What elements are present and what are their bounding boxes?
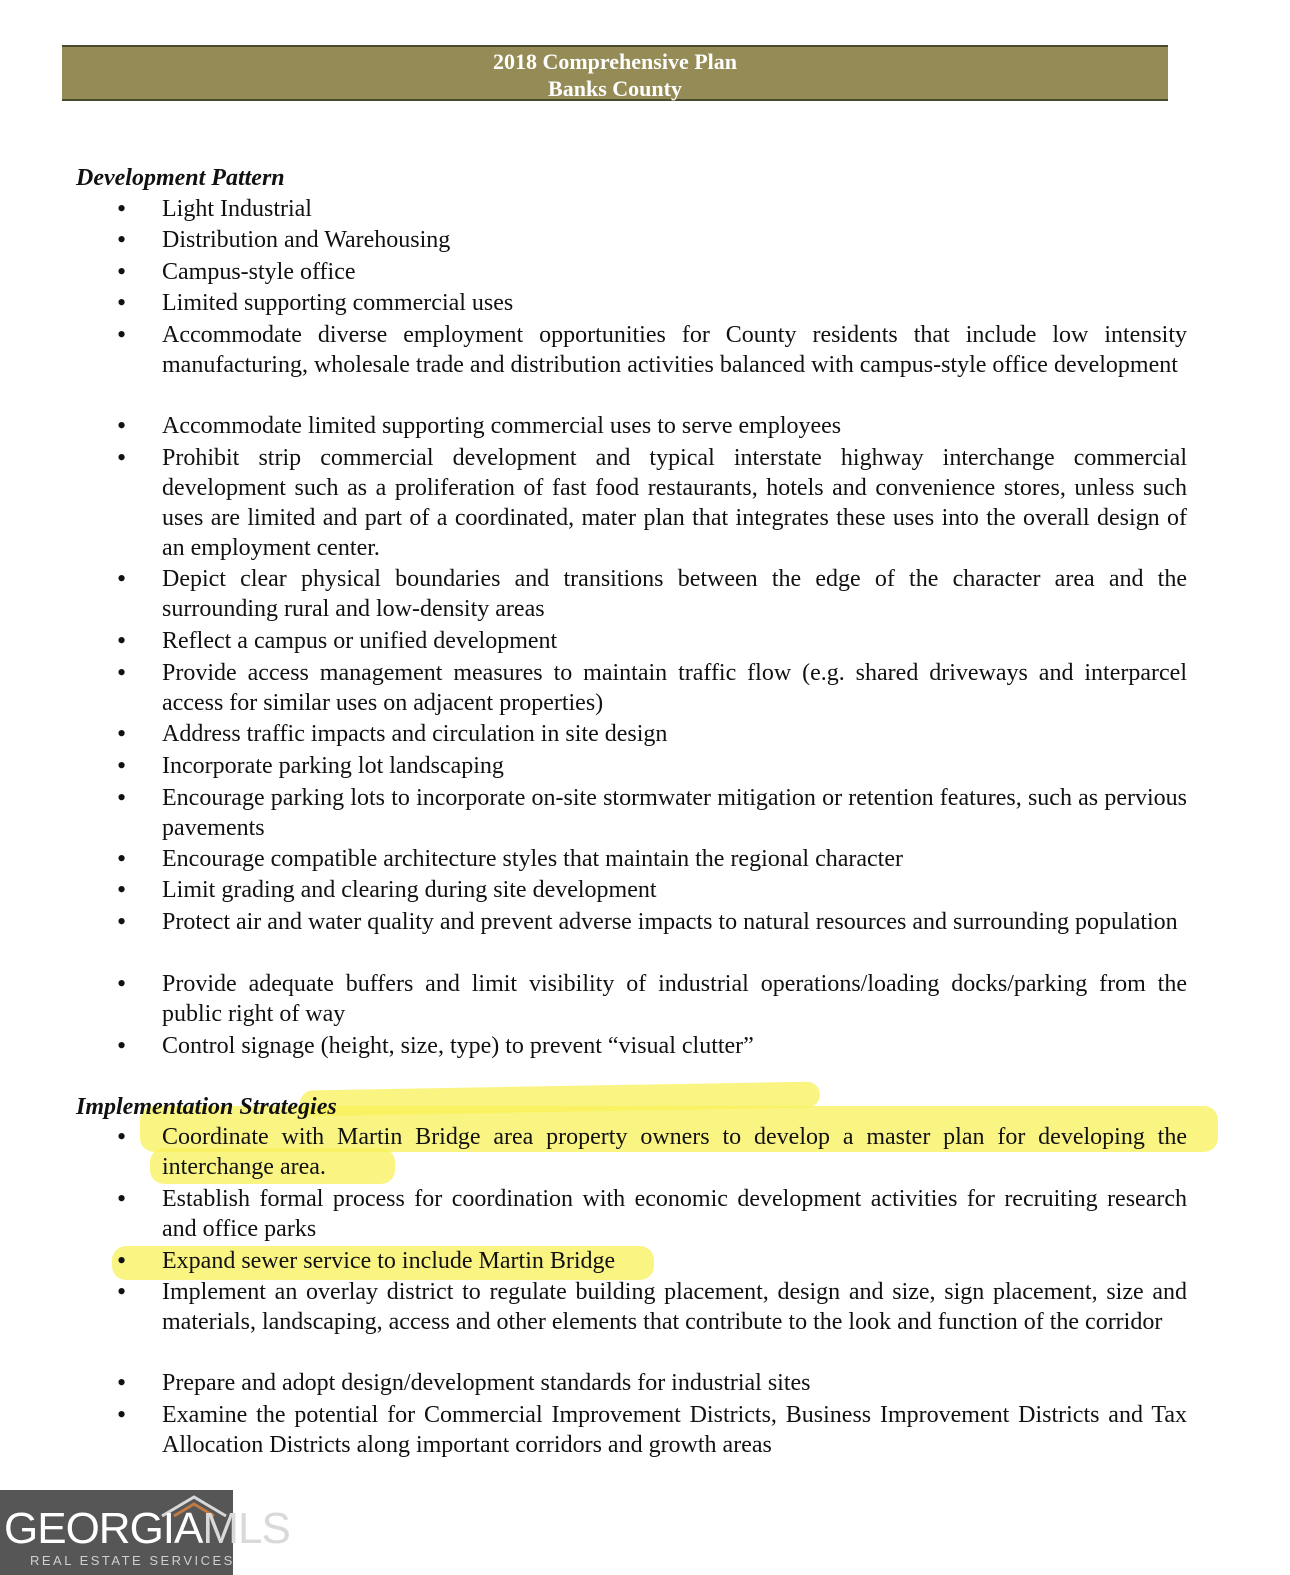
list-item: • Reflect a campus or unified development [162, 626, 1187, 656]
list-item: • Accommodate diverse employment opportunities for County residents that include low intensity manufacturing, wholesale trade and distribution activities balanced with campus-style office development [162, 320, 1187, 380]
list-item: • Encourage compatible architecture styles that maintain the regional character [162, 844, 1187, 874]
list-item: • Light Industrial [162, 194, 1187, 224]
logo-tagline: REAL ESTATE SERVICES [30, 1553, 235, 1568]
list-item: • Provide adequate buffers and limit visibility of industrial operations/loading docks/parking from the public right of way [162, 969, 1187, 1029]
section-title-implementation-strategies: Implementation Strategies [76, 1094, 337, 1120]
list-item: • Limit grading and clearing during site development [162, 875, 1187, 905]
list-item: • Expand sewer service to include Martin Bridge [162, 1246, 1187, 1276]
list-item: • Establish formal process for coordination with economic development activities for recruiting research and office parks [162, 1184, 1187, 1244]
list-item: • Provide access management measures to maintain traffic flow (e.g. shared driveways and interparcel access for similar uses on adjacent properties) [162, 658, 1187, 718]
list-item: • Limited supporting commercial uses [162, 288, 1187, 318]
list-item: • Address traffic impacts and circulation in site design [162, 719, 1187, 749]
logo-wordmark [4, 1506, 290, 1552]
list-item: • Coordinate with Martin Bridge area property owners to develop a master plan for developing the interchange area. [162, 1122, 1187, 1182]
list-item: • Prepare and adopt design/development standards for industrial sites [162, 1368, 1187, 1398]
list-item: • Prohibit strip commercial development and typical interstate highway interchange commercial development such as a proliferation of fast food restaurants, hotels and convenience stores, unless such uses are limited and part of a coordinated, mater plan that integrates these uses into the overall design of an employment center. [162, 443, 1187, 563]
list-item: • Control signage (height, size, type) to prevent “visual clutter” [162, 1031, 1187, 1061]
list-item: • Accommodate limited supporting commercial uses to serve employees [162, 411, 1187, 441]
list-item: • Distribution and Warehousing [162, 225, 1187, 255]
list-item: • Campus-style office [162, 257, 1187, 287]
list-item: • Implement an overlay district to regulate building placement, design and size, sign placement, size and materials, landscaping, access and other elements that contribute to the look and function of the corridor [162, 1277, 1187, 1337]
list-item: • Encourage parking lots to incorporate on-site stormwater mitigation or retention features, such as pervious pavements [162, 783, 1187, 843]
header-title: 2018 Comprehensive Plan [492, 49, 738, 74]
georgia-mls-logo [0, 1490, 290, 1575]
document-header [62, 45, 1168, 101]
logo-brand-main: GEORGIA [4, 1504, 203, 1553]
list-item: • Depict clear physical boundaries and transitions between the edge of the character area and the surrounding rural and low-density areas [162, 564, 1187, 624]
list-item: • Examine the potential for Commercial Improvement Districts, Business Improvement Districts and Tax Allocation Districts along important corridors and growth areas [162, 1400, 1187, 1460]
logo-brand-accent: MLS [202, 1504, 290, 1553]
header-subtitle: Banks County [548, 76, 682, 101]
section-title-development-pattern: Development Pattern [76, 165, 285, 191]
list-item: • Protect air and water quality and prevent adverse impacts to natural resources and surrounding population [162, 907, 1187, 937]
list-item: • Incorporate parking lot landscaping [162, 751, 1187, 781]
